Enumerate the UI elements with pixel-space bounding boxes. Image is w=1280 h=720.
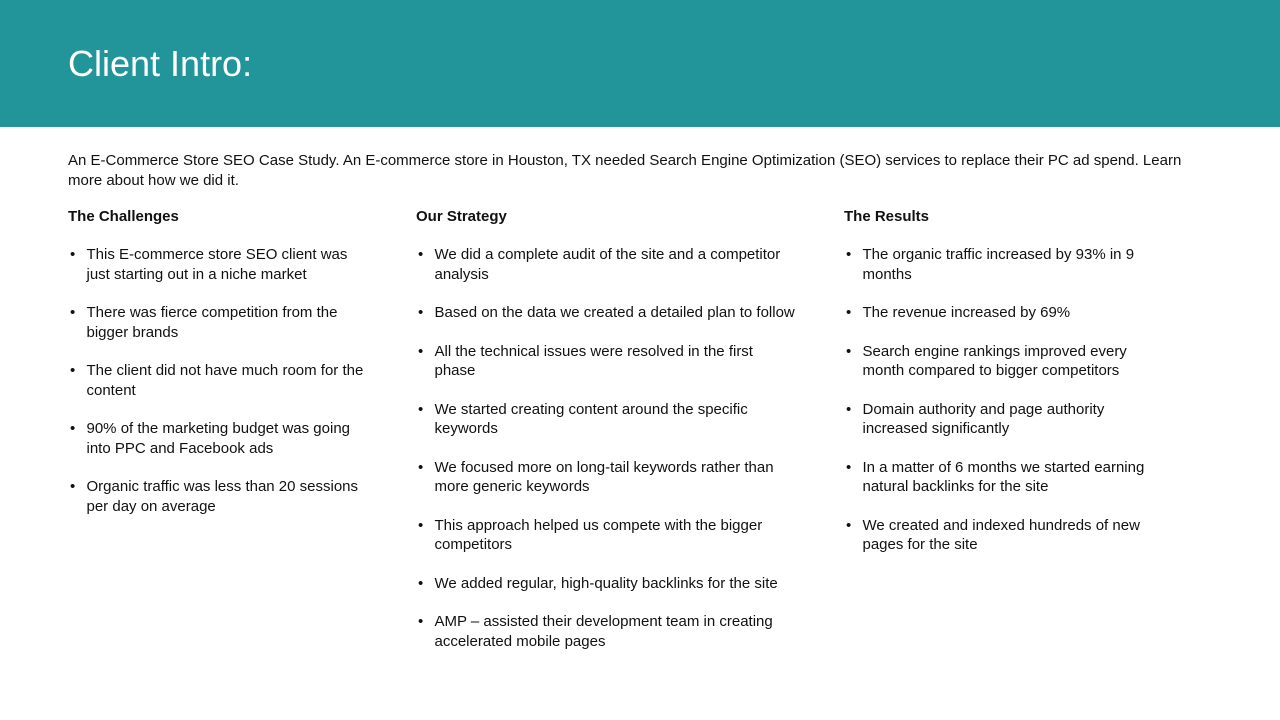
results-list (844, 245, 1159, 555)
bullet-text: Organic traffic was less than 20 sessions per day on average (86, 478, 359, 515)
bullet-text: This E-commerce store SEO client was just starting out in a niche market (86, 246, 348, 283)
bullet-icon: • (70, 420, 76, 437)
result-item (844, 303, 1159, 323)
bullet-text: We did a complete audit of the site and a competitor analysis (434, 246, 781, 283)
strategy-item (416, 342, 796, 381)
bullet-icon: • (418, 574, 424, 592)
bullet-text: Based on the data we created a detailed plan to follow (434, 304, 795, 321)
bullet-text: The client did not have much room for the content (86, 362, 364, 399)
bullet-text: AMP – assisted their development team in creating accelerated mobile pages (434, 613, 773, 650)
bullet-text: There was fierce competition from the bigger brands (86, 304, 338, 341)
bullet-text: This approach helped us compete with the bigger competitors (434, 516, 763, 553)
challenge-item (68, 361, 368, 400)
result-item (844, 400, 1159, 439)
bullet-icon: • (846, 458, 852, 476)
bullet-text: We added regular, high-quality backlinks for the site (434, 574, 778, 592)
bullet-icon: • (846, 246, 852, 263)
strategy-column (416, 207, 796, 670)
bullet-text: We started creating content around the specific keywords (434, 400, 748, 437)
bullet-icon: • (70, 362, 76, 379)
bullet-text: We focused more on long-tail keywords rather than more generic keywords (434, 458, 774, 495)
challenge-item (68, 419, 368, 458)
bullet-text: All the technical issues were resolved in the first phase (434, 342, 753, 379)
results-column (844, 207, 1159, 574)
bullet-icon: • (70, 246, 76, 263)
result-item (844, 458, 1159, 497)
challenge-item (68, 477, 368, 516)
bullet-text: The revenue increased by 69% (862, 304, 1071, 321)
bullet-text: 90% of the marketing budget was going into PPC and Facebook ads (86, 420, 351, 457)
strategy-item (416, 245, 796, 284)
bullet-icon: • (418, 400, 424, 418)
result-item (844, 516, 1159, 555)
strategy-heading: Our Strategy (416, 208, 507, 225)
strategy-item (416, 612, 796, 651)
intro-paragraph: An E-Commerce Store SEO Case Study. An E-commerce store in Houston, TX needed Search Engine Optimization (SEO) services to replace their PC ad spend. Learn more about how we did it. (68, 152, 1182, 189)
bullet-icon: • (418, 458, 424, 476)
bullet-text: Domain authority and page authority increased significantly (862, 400, 1105, 437)
bullet-text: In a matter of 6 months we started earning natural backlinks for the site (862, 458, 1145, 495)
bullet-icon: • (846, 342, 852, 360)
result-item (844, 342, 1159, 381)
bullet-icon: • (846, 400, 852, 418)
bullet-icon: • (846, 304, 852, 321)
strategy-item (416, 516, 796, 555)
bullet-icon: • (418, 304, 424, 321)
strategy-item (416, 303, 796, 323)
bullet-text: The organic traffic increased by 93% in 9 months (862, 246, 1135, 283)
challenge-item (68, 303, 368, 342)
challenge-item (68, 245, 368, 284)
bullet-icon: • (418, 246, 424, 263)
header-banner (0, 0, 1280, 127)
strategy-list (416, 245, 796, 651)
strategy-item (416, 574, 796, 594)
bullet-icon: • (70, 304, 76, 321)
challenges-list (68, 245, 368, 516)
strategy-item (416, 458, 796, 497)
results-heading: The Results (844, 208, 930, 225)
bullet-text: Search engine rankings improved every month compared to bigger competitors (862, 342, 1127, 379)
bullet-icon: • (418, 613, 424, 630)
bullet-icon: • (418, 516, 424, 534)
bullet-icon: • (418, 342, 424, 360)
bullet-icon: • (846, 516, 852, 534)
page-title: Client Intro: (68, 43, 253, 84)
challenges-heading: The Challenges (68, 208, 179, 225)
bullet-text: We created and indexed hundreds of new pages for the site (862, 516, 1140, 553)
bullet-icon: • (70, 478, 76, 495)
result-item (844, 245, 1159, 284)
strategy-item (416, 400, 796, 439)
challenges-column (68, 207, 368, 535)
